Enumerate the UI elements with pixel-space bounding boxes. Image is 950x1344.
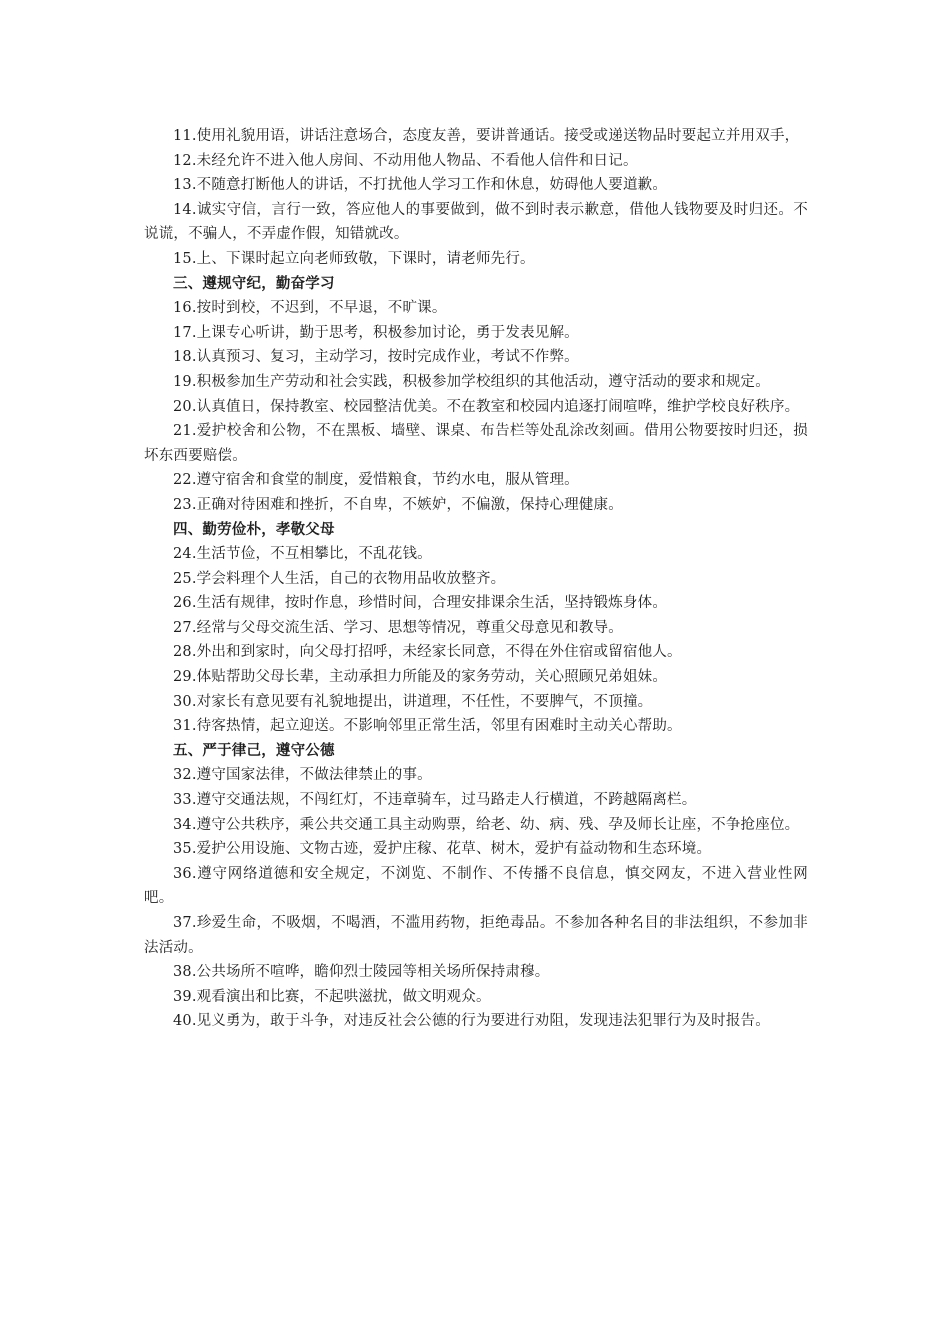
rule-item: 22.遵守宿舍和食堂的制度，爱惜粮食，节约水电，服从管理。 <box>173 472 579 489</box>
rule-item: 36.遵守网络道德和安全规定，不浏览、不制作、不传播不良信息，慎交网友，不进入营业性网吧。 <box>144 865 808 907</box>
rule-item: 38.公共场所不喧哗，瞻仰烈士陵园等相关场所保持肃穆。 <box>173 964 550 981</box>
rule-item: 24.生活节俭，不互相攀比，不乱花钱。 <box>173 546 432 563</box>
rule-item: 27.经常与父母交流生活、学习、思想等情况，尊重父母意见和教导。 <box>173 619 623 636</box>
rule-item: 34.遵守公共秩序，乘公共交通工具主动购票，给老、幼、病、残、孕及师长让座，不争抢座位。 <box>173 816 800 833</box>
rule-item: 28.外出和到家时，向父母打招呼，未经家长同意，不得在外住宿或留宿他人。 <box>173 644 682 661</box>
rule-item: 15.上、下课时起立向老师致敬，下课时，请老师先行。 <box>173 250 535 267</box>
rule-item: 14.诚实守信，言行一致，答应他人的事要做到，做不到时表示歉意，借他人钱物要及时归还。不说谎，不骗人，不弄虚作假，知错就改。 <box>144 201 808 243</box>
section-heading: 三、遵规守纪，勤奋学习 <box>173 274 335 292</box>
rule-item: 29.体贴帮助父母长辈，主动承担力所能及的家务劳动，关心照顾兄弟姐妹。 <box>173 669 668 686</box>
rule-item: 20.认真值日，保持教室、校园整洁优美。不在教室和校园内追逐打闹喧哗，维护学校良好秩序。 <box>173 398 800 415</box>
rule-item: 16.按时到校，不迟到，不早退，不旷课。 <box>173 300 447 317</box>
rule-item: 18.认真预习、复习，主动学习，按时完成作业，考试不作弊。 <box>173 349 579 366</box>
rule-item: 19.积极参加生产劳动和社会实践，积极参加学校组织的其他活动，遵守活动的要求和规定。 <box>173 373 770 390</box>
rule-item: 13.不随意打断他人的讲话，不打扰他人学习工作和休息，妨碍他人要道歉。 <box>173 177 668 194</box>
rule-item: 31.待客热情，起立迎送。不影响邻里正常生活，邻里有困难时主动关心帮助。 <box>173 718 682 735</box>
rule-item: 35.爱护公用设施、文物古迹，爱护庄稼、花草、树木，爱护有益动物和生态环境。 <box>173 841 712 858</box>
rule-item: 17.上课专心听讲，勤于思考，积极参加讨论，勇于发表见解。 <box>173 324 579 341</box>
rule-item: 12.未经允许不进入他人房间、不动用他人物品、不看他人信件和日记。 <box>173 152 638 169</box>
rule-item: 37.珍爱生命，不吸烟，不喝酒，不滥用药物，拒绝毒品。不参加各种名目的非法组织，不参加非法活动。 <box>144 915 808 956</box>
rule-item: 32.遵守国家法律，不做法律禁止的事。 <box>173 767 432 784</box>
rule-item: 21.爱护校舍和公物，不在黑板、墙壁、课桌、布告栏等处乱涂改刻画。借用公物要按时归还，损坏东西要赔偿。 <box>144 423 808 464</box>
rule-item: 11.使用礼貌用语，讲话注意场合，态度友善，要讲普通话。接受或递送物品时要起立并用双手， <box>173 128 800 144</box>
section-heading: 五、严于律己，遵守公德 <box>173 741 335 759</box>
rule-item: 26.生活有规律，按时作息，珍惜时间，合理安排课余生活，坚持锻炼身体。 <box>173 595 668 612</box>
rule-item: 25.学会料理个人生活，自己的衣物用品收放整齐。 <box>173 570 506 587</box>
rule-item: 33.遵守交通法规，不闯红灯，不违章骑车，过马路走人行横道，不跨越隔离栏。 <box>173 792 697 809</box>
rule-item: 39.观看演出和比赛，不起哄滋扰，做文明观众。 <box>173 988 491 1005</box>
rule-item: 40.见义勇为，敢于斗争，对违反社会公德的行为要进行劝阻，发现违法犯罪行为及时报告。 <box>173 1013 770 1030</box>
rule-item: 23.正确对待困难和挫折，不自卑，不嫉妒，不偏激，保持心理健康。 <box>173 496 623 513</box>
section-heading: 四、勤劳俭朴，孝敬父母 <box>173 520 335 538</box>
rule-item: 30.对家长有意见要有礼貌地提出，讲道理，不任性，不要脾气，不顶撞。 <box>173 693 653 710</box>
document-body <box>144 124 808 1034</box>
